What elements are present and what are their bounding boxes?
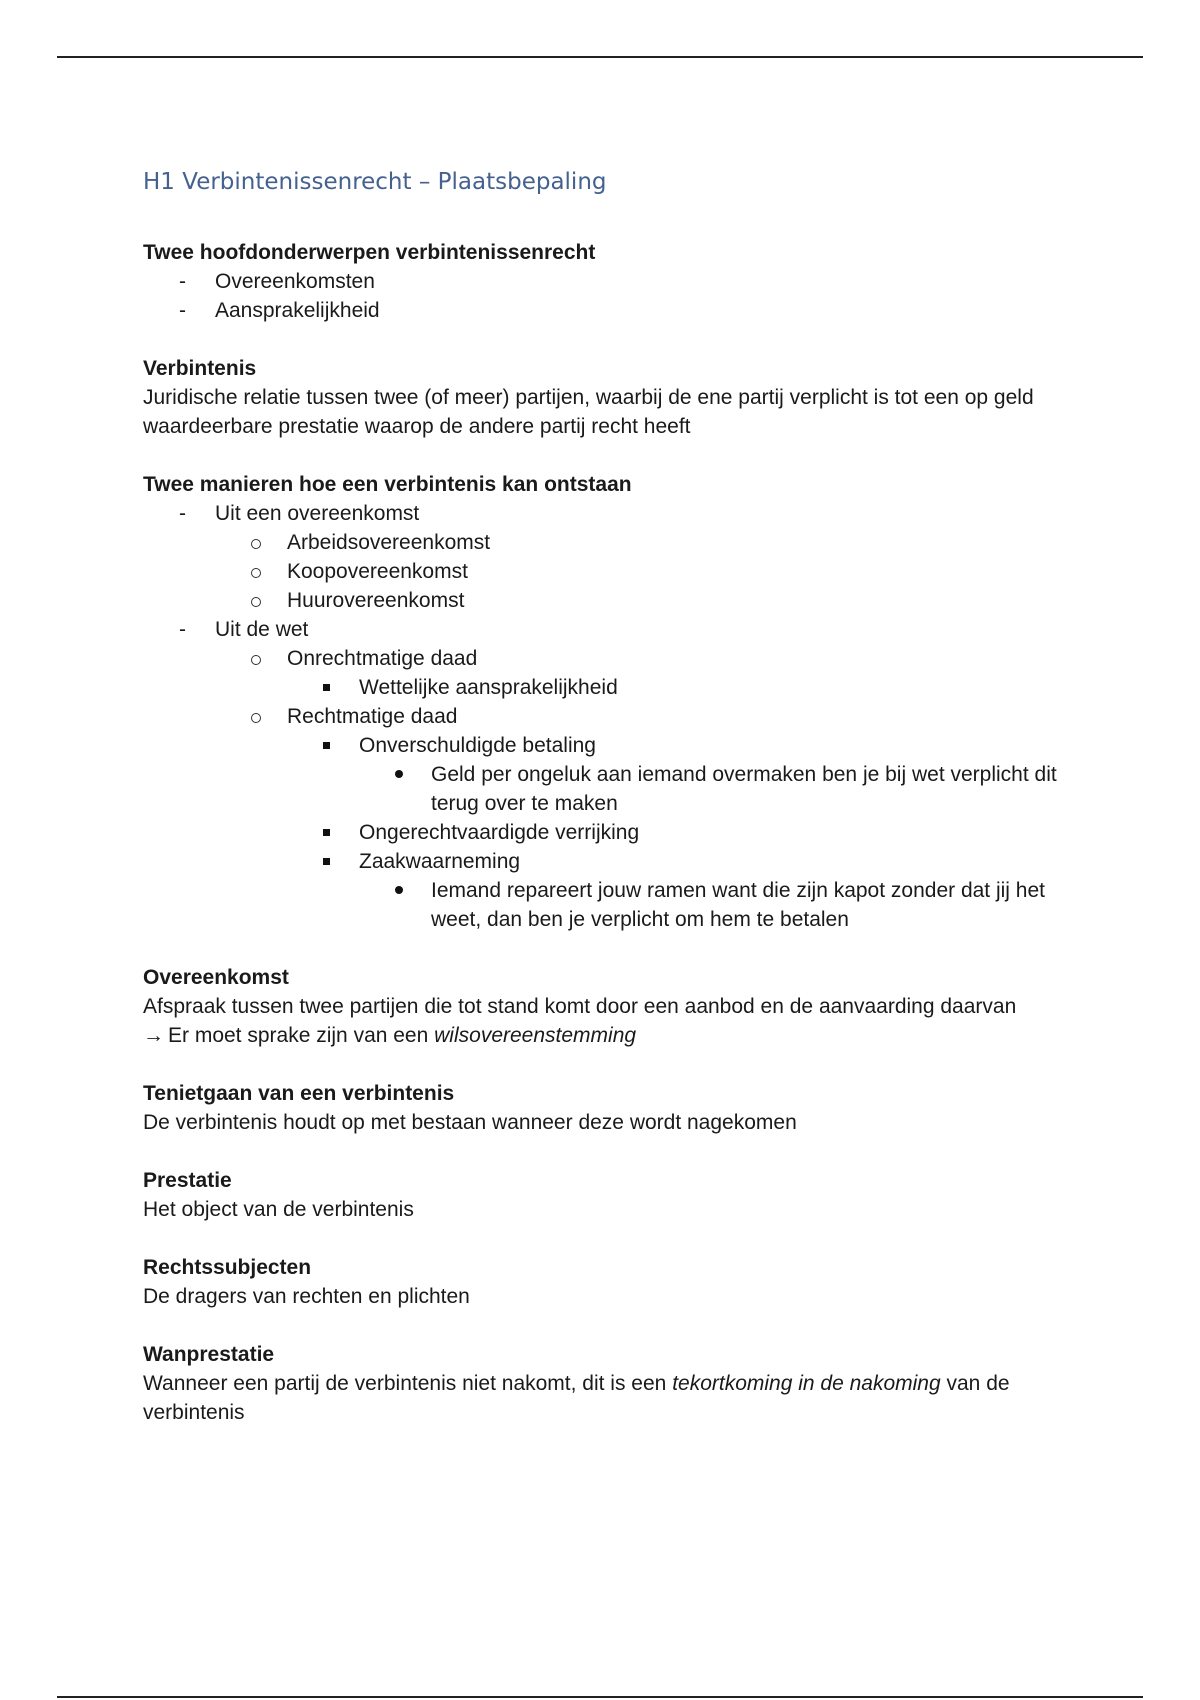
section-heading: Rechtssubjecten <box>143 1256 312 1279</box>
sub-list <box>359 876 1083 934</box>
section-rechtssubjecten <box>143 1253 1083 1311</box>
section-heading: Wanprestatie <box>143 1343 275 1366</box>
section-hoofdonderwerpen <box>143 238 1083 325</box>
footer-rule <box>57 1696 1143 1698</box>
sub-list <box>287 673 1083 702</box>
section-tenietgaan <box>143 1079 1083 1137</box>
list-item: Ongerechtvaardigde verrijking <box>287 818 1083 847</box>
section-heading: Verbintenis <box>143 357 257 380</box>
square-bullet-icon <box>323 673 347 702</box>
list-item: Geld per ongeluk aan iemand overmaken ben je bij wet verplicht dit terug over te maken <box>359 760 1083 818</box>
section-heading: Tenietgaan van een verbintenis <box>143 1082 455 1105</box>
section-text: Wanneer een partij de verbintenis niet nakomt, dit is een tekortkoming in de nakoming van de verbintenis <box>143 1372 1010 1424</box>
sub-list <box>215 528 1083 615</box>
square-bullet-icon <box>323 847 347 876</box>
section-text: Het object van de verbintenis <box>143 1198 414 1221</box>
square-bullet-icon <box>323 818 347 847</box>
dot-bullet-icon <box>395 760 419 789</box>
section-ontstaan <box>143 470 1083 934</box>
dot-bullet-icon <box>395 876 419 905</box>
section-text: De verbintenis houdt op met bestaan wanneer deze wordt nagekomen <box>143 1111 797 1134</box>
section-text: De dragers van rechten en plichten <box>143 1285 470 1308</box>
circle-bullet-icon <box>251 702 275 731</box>
dash-bullet-icon <box>179 267 203 296</box>
section-heading: Prestatie <box>143 1169 232 1192</box>
page-title: H1 Verbintenissenrecht – Plaatsbepaling <box>143 169 607 195</box>
section-text: Afspraak tussen twee partijen die tot stand komt door een aanbod en de aanvaarding daarvan <box>143 995 1017 1018</box>
circle-bullet-icon <box>251 586 275 615</box>
section-text: Juridische relatie tussen twee (of meer) partijen, waarbij de ene partij verplicht is tot een op geld waardeerbare prestatie waarop de andere partij recht heeft <box>143 386 1034 438</box>
header-rule <box>57 56 1143 58</box>
dash-bullet-icon <box>179 296 203 325</box>
list-item: Zaakwaarneming Iemand repareert jouw ramen want die zijn kapot zonder dat jij het weet, dan ben je verplicht om hem te betalen <box>287 847 1083 934</box>
sub-list <box>287 731 1083 934</box>
section-heading: Twee manieren hoe een verbintenis kan ontstaan <box>143 473 632 496</box>
dash-bullet-icon <box>179 615 203 644</box>
arrow-note: → Er moet sprake zijn van een wilsovereenstemming <box>143 1024 637 1047</box>
section-wanprestatie <box>143 1340 1083 1427</box>
square-bullet-icon <box>323 731 347 760</box>
list-item: Onverschuldigde betaling Geld per ongeluk aan iemand overmaken ben je bij wet verplicht dit terug over te maken <box>287 731 1083 818</box>
list-item: Koopovereenkomst <box>215 557 1083 586</box>
circle-bullet-icon <box>251 528 275 557</box>
section-overeenkomst <box>143 963 1083 1050</box>
circle-bullet-icon <box>251 644 275 673</box>
document-body <box>143 164 1083 1456</box>
circle-bullet-icon <box>251 557 275 586</box>
list-item: Huurovereenkomst <box>215 586 1083 615</box>
right-arrow-icon: → <box>143 1024 164 1047</box>
sub-list <box>215 644 1083 934</box>
list-item: - Aansprakelijkheid <box>143 296 1083 325</box>
section-heading: Twee hoofdonderwerpen verbintenissenrecht <box>143 241 596 264</box>
list-item: - Overeenkomsten <box>143 267 1083 296</box>
list-item: - Uit de wet Onrechtmatige daad Wettelijke aansprakelijkheid Rechtmatige daad Onverschuldigde betaling Geld per ongeluk aan iemand overmaken ben je bij wet verplicht dit terug over te maken Ongerechtvaardigde verrijking Zaakwaarneming Iemand repareert jouw ramen want die zijn kapot zonder dat jij het weet, dan ben je verplicht om hem te betalen <box>143 615 1083 934</box>
list-item: Iemand repareert jouw ramen want die zijn kapot zonder dat jij het weet, dan ben je verplicht om hem te betalen <box>359 876 1083 934</box>
sub-list <box>359 760 1083 818</box>
list-item: Wettelijke aansprakelijkheid <box>287 673 1083 702</box>
list-item: Rechtmatige daad Onverschuldigde betaling Geld per ongeluk aan iemand overmaken ben je bij wet verplicht dit terug over te maken Ongerechtvaardigde verrijking Zaakwaarneming Iemand repareert jouw ramen want die zijn kapot zonder dat jij het weet, dan ben je verplicht om hem te betalen <box>215 702 1083 934</box>
list-item: Arbeidsovereenkomst <box>215 528 1083 557</box>
section-prestatie <box>143 1166 1083 1224</box>
list-item: Onrechtmatige daad Wettelijke aansprakelijkheid <box>215 644 1083 702</box>
section-heading: Overeenkomst <box>143 966 289 989</box>
section-verbintenis <box>143 354 1083 441</box>
bullet-list <box>143 267 1083 325</box>
bullet-list <box>143 499 1083 934</box>
list-item: - Uit een overeenkomst Arbeidsovereenkomst Koopovereenkomst Huurovereenkomst <box>143 499 1083 615</box>
dash-bullet-icon <box>179 499 203 528</box>
